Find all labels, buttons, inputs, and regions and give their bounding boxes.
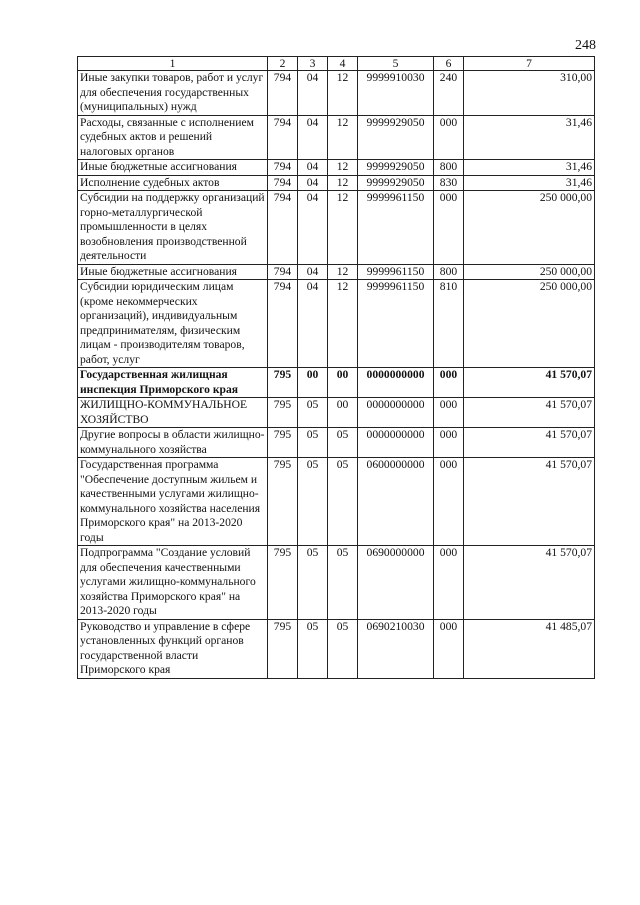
column-header: 5 <box>358 57 434 71</box>
row-code-cell: 794 <box>268 175 298 191</box>
page-number: 248 <box>575 38 596 53</box>
row-subsection-cell: 00 <box>328 398 358 428</box>
row-subsection-cell: 05 <box>328 619 358 678</box>
row-name-cell: Исполнение судебных актов <box>78 175 268 191</box>
row-subsection-cell: 12 <box>328 175 358 191</box>
row-expense-type-cell: 240 <box>434 71 464 116</box>
row-amount-cell: 250 000,00 <box>464 280 595 368</box>
row-name-cell: Субсидии юридическим лицам (кроме некоммерческих организаций), индивидуальным предпринимателям, физическим лицам - производителям товаров, работ, услуг <box>78 280 268 368</box>
row-amount-cell: 41 570,07 <box>464 428 595 458</box>
row-expense-type-cell: 000 <box>434 546 464 620</box>
column-header: 3 <box>298 57 328 71</box>
row-subsection-cell: 05 <box>328 546 358 620</box>
table-row <box>78 71 595 116</box>
row-section-cell: 04 <box>298 115 328 160</box>
row-code-cell: 795 <box>268 368 298 398</box>
budget-table <box>77 56 595 679</box>
row-target-article-cell: 9999929050 <box>358 175 434 191</box>
row-subsection-cell: 00 <box>328 368 358 398</box>
row-subsection-cell: 12 <box>328 71 358 116</box>
row-name-cell: Другие вопросы в области жилищно-коммунального хозяйства <box>78 428 268 458</box>
row-name-cell: Руководство и управление в сфере установленных функций органов государственной власти Приморского края <box>78 619 268 678</box>
row-name-cell: Государственная программа "Обеспечение доступным жильем и качественными услугами жилищно-коммунального хозяйства населения Приморского края" на 2013-2020 годы <box>78 458 268 546</box>
row-name-cell: Государственная жилищная инспекция Приморского края <box>78 368 268 398</box>
row-section-cell: 05 <box>298 619 328 678</box>
table-row <box>78 175 595 191</box>
table-row <box>78 115 595 160</box>
table-row <box>78 398 595 428</box>
column-header: 4 <box>328 57 358 71</box>
column-header: 2 <box>268 57 298 71</box>
row-section-cell: 05 <box>298 458 328 546</box>
row-subsection-cell: 12 <box>328 160 358 176</box>
row-section-cell: 04 <box>298 160 328 176</box>
row-expense-type-cell: 830 <box>434 175 464 191</box>
row-code-cell: 795 <box>268 398 298 428</box>
row-expense-type-cell: 800 <box>434 264 464 280</box>
column-header: 6 <box>434 57 464 71</box>
row-target-article-cell: 9999929050 <box>358 160 434 176</box>
row-subsection-cell: 05 <box>328 458 358 546</box>
row-section-cell: 00 <box>298 368 328 398</box>
row-amount-cell: 41 570,07 <box>464 368 595 398</box>
row-code-cell: 794 <box>268 115 298 160</box>
row-amount-cell: 250 000,00 <box>464 264 595 280</box>
row-section-cell: 05 <box>298 398 328 428</box>
row-target-article-cell: 0000000000 <box>358 428 434 458</box>
row-target-article-cell: 0690210030 <box>358 619 434 678</box>
row-target-article-cell: 0000000000 <box>358 398 434 428</box>
table-row <box>78 264 595 280</box>
row-expense-type-cell: 810 <box>434 280 464 368</box>
row-section-cell: 05 <box>298 428 328 458</box>
row-section-cell: 05 <box>298 546 328 620</box>
row-target-article-cell: 0690000000 <box>358 546 434 620</box>
table-row <box>78 160 595 176</box>
row-target-article-cell: 9999910030 <box>358 71 434 116</box>
row-subsection-cell: 12 <box>328 264 358 280</box>
row-code-cell: 794 <box>268 264 298 280</box>
row-target-article-cell: 0000000000 <box>358 368 434 398</box>
column-header: 7 <box>464 57 595 71</box>
row-target-article-cell: 9999961150 <box>358 280 434 368</box>
row-name-cell: Иные бюджетные ассигнования <box>78 264 268 280</box>
row-target-article-cell: 9999929050 <box>358 115 434 160</box>
table-body <box>78 71 595 679</box>
row-amount-cell: 41 570,07 <box>464 398 595 428</box>
row-code-cell: 794 <box>268 191 298 265</box>
row-expense-type-cell: 000 <box>434 428 464 458</box>
row-amount-cell: 310,00 <box>464 71 595 116</box>
table-row <box>78 458 595 546</box>
row-expense-type-cell: 800 <box>434 160 464 176</box>
row-expense-type-cell: 000 <box>434 619 464 678</box>
row-amount-cell: 41 570,07 <box>464 546 595 620</box>
row-code-cell: 794 <box>268 280 298 368</box>
row-target-article-cell: 9999961150 <box>358 191 434 265</box>
row-amount-cell: 31,46 <box>464 115 595 160</box>
row-code-cell: 795 <box>268 428 298 458</box>
row-section-cell: 04 <box>298 280 328 368</box>
table-row <box>78 368 595 398</box>
row-name-cell: Иные бюджетные ассигнования <box>78 160 268 176</box>
row-section-cell: 04 <box>298 175 328 191</box>
row-subsection-cell: 12 <box>328 280 358 368</box>
row-subsection-cell: 12 <box>328 191 358 265</box>
row-amount-cell: 31,46 <box>464 175 595 191</box>
row-code-cell: 795 <box>268 546 298 620</box>
row-subsection-cell: 12 <box>328 115 358 160</box>
row-amount-cell: 41 485,07 <box>464 619 595 678</box>
row-name-cell: Субсидии на поддержку организаций горно-металлургической промышленности в целях возобновления производственной деятельности <box>78 191 268 265</box>
table-row <box>78 191 595 265</box>
row-target-article-cell: 9999961150 <box>358 264 434 280</box>
row-section-cell: 04 <box>298 71 328 116</box>
table-row <box>78 280 595 368</box>
table-row <box>78 619 595 678</box>
row-code-cell: 795 <box>268 619 298 678</box>
table-header-row <box>78 57 595 71</box>
row-amount-cell: 250 000,00 <box>464 191 595 265</box>
row-amount-cell: 31,46 <box>464 160 595 176</box>
row-section-cell: 04 <box>298 191 328 265</box>
row-subsection-cell: 05 <box>328 428 358 458</box>
row-expense-type-cell: 000 <box>434 398 464 428</box>
row-name-cell: Иные закупки товаров, работ и услуг для обеспечения государственных (муниципальных) нужд <box>78 71 268 116</box>
row-name-cell: ЖИЛИЩНО-КОММУНАЛЬНОЕ ХОЗЯЙСТВО <box>78 398 268 428</box>
row-expense-type-cell: 000 <box>434 115 464 160</box>
row-code-cell: 795 <box>268 458 298 546</box>
row-amount-cell: 41 570,07 <box>464 458 595 546</box>
row-section-cell: 04 <box>298 264 328 280</box>
table-row <box>78 428 595 458</box>
column-header: 1 <box>78 57 268 71</box>
table-row <box>78 546 595 620</box>
row-expense-type-cell: 000 <box>434 458 464 546</box>
row-target-article-cell: 0600000000 <box>358 458 434 546</box>
row-expense-type-cell: 000 <box>434 191 464 265</box>
row-code-cell: 794 <box>268 160 298 176</box>
row-name-cell: Расходы, связанные с исполнением судебных актов и решений налоговых органов <box>78 115 268 160</box>
row-name-cell: Подпрограмма "Создание условий для обеспечения качественными услугами жилищно-коммунального хозяйства Приморского края" на 2013-2020 годы <box>78 546 268 620</box>
row-code-cell: 794 <box>268 71 298 116</box>
row-expense-type-cell: 000 <box>434 368 464 398</box>
